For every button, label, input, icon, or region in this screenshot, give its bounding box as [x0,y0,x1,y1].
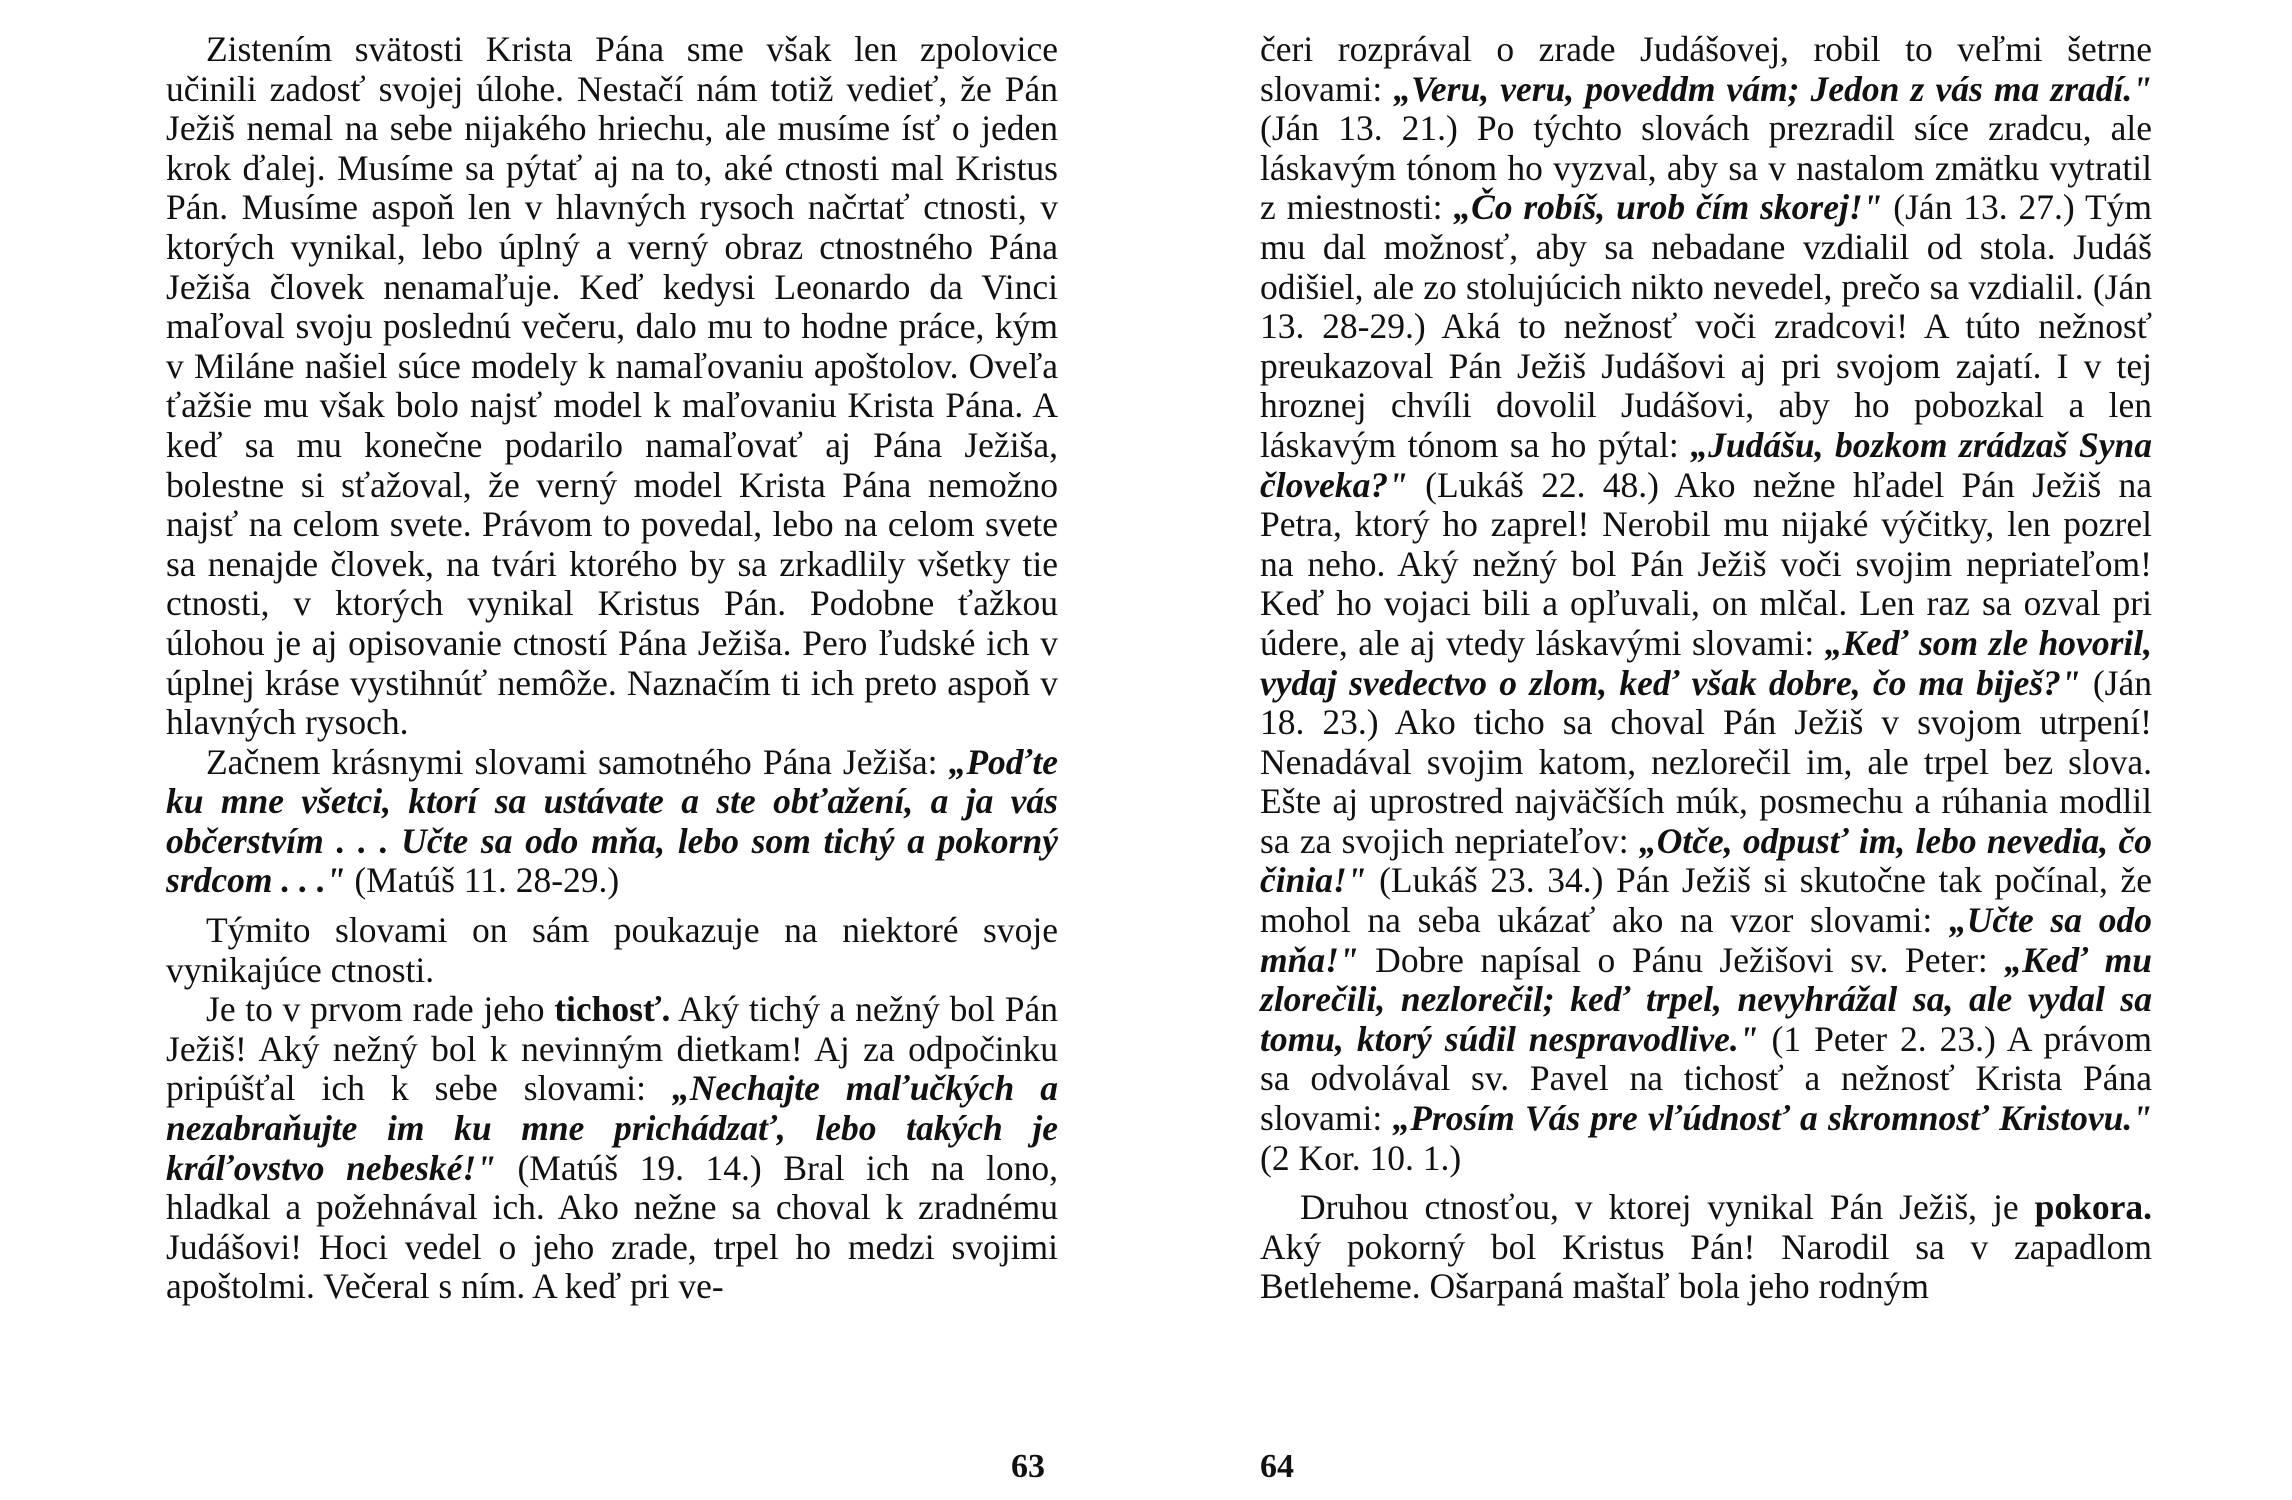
text-segment: Týmito slovami on sám poukazuje na niektoré svoje vynikajúce ctnosti. [166,910,1058,990]
text-segment: pokora. [2034,1187,2152,1228]
left-paragraph-4 [166,990,1058,1307]
text-segment: Je to v prvom rade jeho [206,989,555,1030]
text-segment: (Matúš 19. 14.) Bral ich na lono, hladkal a požehnával ich. Ako nežne sa choval k zradnému Judášovi! Hoci vedel o jeho zrade, trpel ho medzi svojimi apoštolmi. Večeral s ním. A keď pri ve- [166,1147,1058,1307]
left-paragraph-1 [166,30,1058,743]
right-page [1260,29,2153,1485]
text-segment: „Judášu, bozkom zrádzaš Syna človeka?" [1260,424,2153,505]
text-segment: Druhou ctnosťou, v ktorej vynikal Pán Ježiš, je [1300,1187,2035,1228]
left-paragraph-3 [166,911,1058,990]
left-paragraph-2 [166,743,1058,901]
text-segment: Začnem krásnymi slovami samotného Pána Ježiša: [206,741,949,782]
text-segment: (Lukáš 22. 48.) Ako nežne hľadel Pán Ježiš na Petra, ktorý ho zaprel! Nerobil mu nijaké výčitky, len pozrel na neho. Aký nežný bol Pán Ježiš voči svojim nepriateľom! Keď ho vojaci bili a opľuvali, on mlčal. Len raz sa ozval pri údere, ale aj vtedy láskavými slovami: [1260,464,2152,663]
left-page [166,29,1058,1485]
text-segment: čeri rozprával o zrade Judášovej, robil to veľmi šetrne slovami: [1260,29,2152,109]
text-segment: „Prosím Vás pre vľúdnosť a skromnosť Kristovu." [1392,1098,2152,1139]
text-segment: „Keď som zle hovoril, vydaj svedectvo o zlom, keď však dobre, čo ma biješ?" [1260,622,2152,703]
text-segment: „Učte sa odo mňa!" [1260,900,2152,980]
text-segment: tichosť. [554,989,671,1030]
text-segment: „Veru, veru, poveddm vám; Jedon z vás ma zradí." [1393,68,2152,109]
right-page-text [1260,30,2152,1307]
text-segment: Aký pokorný bol Kristus Pán! Narodil sa v zapadlom Betleheme. Ošarpaná maštaľ bola jeho rodným [1260,1226,2152,1307]
text-segment: (Ján 13. 21.) Po týchto slovách prezradil síce zradcu, ale láskavým tónom ho vyzval, aby sa v nastalom zmätku vytratil z miestnosti: [1260,108,2152,228]
text-segment: Zistením svätosti Krista Pána sme však len zpolovice učinili zadosť svojej úlohe. Nestačí nám totiž vedieť, že Pán Ježiš nemal na sebe nijakého hriechu, ale musíme ísť o jeden krok ďalej. Musíme sa pýtať aj na to, aké ctnosti mal Kristus Pán. Musíme aspoň len v hlavných rysoch načrtať ctnosti, v ktorých vynikal, lebo úplný a verný obraz ctnostného Pána Ježiša človek nenamaľuje. Keď kedysi Leonardo da Vinci maľoval svoju poslednú večeru, dalo mu to hodne práce, kým v Miláne našiel súce modely k namaľovaniu apoštolov. Oveľa ťažšie mu však bolo najsť model k maľovaniu Krista Pána. A keď sa mu konečne podarilo namaľovať aj Pána Ježiša, bolestne si sťažoval, že verný model Krista Pána nemožno najsť na celom svete. Právom to povedal, lebo na celom svete sa nenajde človek, na tvári ktorého by sa zrkadlily všetky tie ctnosti, v ktorých vynikal Kristus Pán. Podobne ťažkou úlohou je aj opisovanie ctností Pána Ježiša. Pero ľudské ich v úplnej kráse vystihnúť nemôže. Naznačím ti ich preto aspoň v hlavných rysoch. [166,29,1058,743]
text-segment: (Lukáš 23. 34.) Pán Ježiš si skutočne tak počínal, že mohol na seba ukázať ako na vzor slovami: [1260,860,2152,941]
page-number-left: 63 [1011,1448,1045,1485]
text-segment: „Nechajte maľučkých a nezabraňujte im ku mne prichádzať, lebo takých je kráľovstvo nebeské!" [166,1068,1058,1188]
text-segment: „Čo robíš, urob čím skorej!" [1453,187,1883,228]
text-segment: Dobre napísal o Pánu Ježišovi sv. Peter: [1358,939,2005,980]
text-segment: „Keď mu zlorečili, nezlorečil; keď trpel, nevyhrážal sa, ale vydal sa tomu, ktorý súdil nespravodlive." [1260,939,2152,1059]
text-segment: (2 Kor. 10. 1.) [1260,1137,1462,1178]
text-segment: (Ján 13. 27.) Tým mu dal možnosť, aby sa nebadane vzdialil od stola. Judáš odišiel, ale zo stolujúcich nikto nevedel, prečo sa vzdialil. (Ján 13. 28-29.) Aká to nežnosť voči zradcovi! A túto nežnosť preukazoval Pán Ježiš Judášovi aj pri svojom zajatí. I v tej hroznej chvíli dovolil Judášovi, aby ho pobozkal a len láskavým tónom sa ho pýtal: [1260,187,2152,465]
right-paragraph-2 [1260,1188,2152,1307]
text-segment: Aký tichý a nežný bol Pán Ježiš! Aký nežný bol k nevinným dietkam! Aj za odpočinku pripúšťal ich k sebe slovami: [166,989,1058,1109]
text-segment: (Matúš 11. 28-29.) [345,860,620,901]
text-segment: (1 Peter 2. 23.) A právom sa odvolával sv. Pavel na tichosť a nežnosť Krista Pána slovami: [1260,1018,2152,1139]
right-paragraph-1 [1260,30,2152,1178]
page-number-right: 64 [1260,1448,1294,1485]
text-segment: „Otče, odpusť im, lebo nevedia, čo činia!" [1260,820,2152,901]
left-page-text [166,30,1058,1307]
text-segment: (Ján 18. 23.) Ako ticho sa choval Pán Ježiš v svojom utrpení! Nenadával svojim katom, nezlorečil im, ale trpel bez slova. Ešte aj uprostred najväčších múk, posmechu a rúhania modlil sa za svojich nepriateľov: [1260,662,2152,861]
text-segment: „Poďte ku mne všetci, ktorí sa ustávate a ste obťažení, a ja vás občerstvím . . . Učte sa odo mňa, lebo som tichý a pokorný srdcom . . ." [166,741,1058,901]
